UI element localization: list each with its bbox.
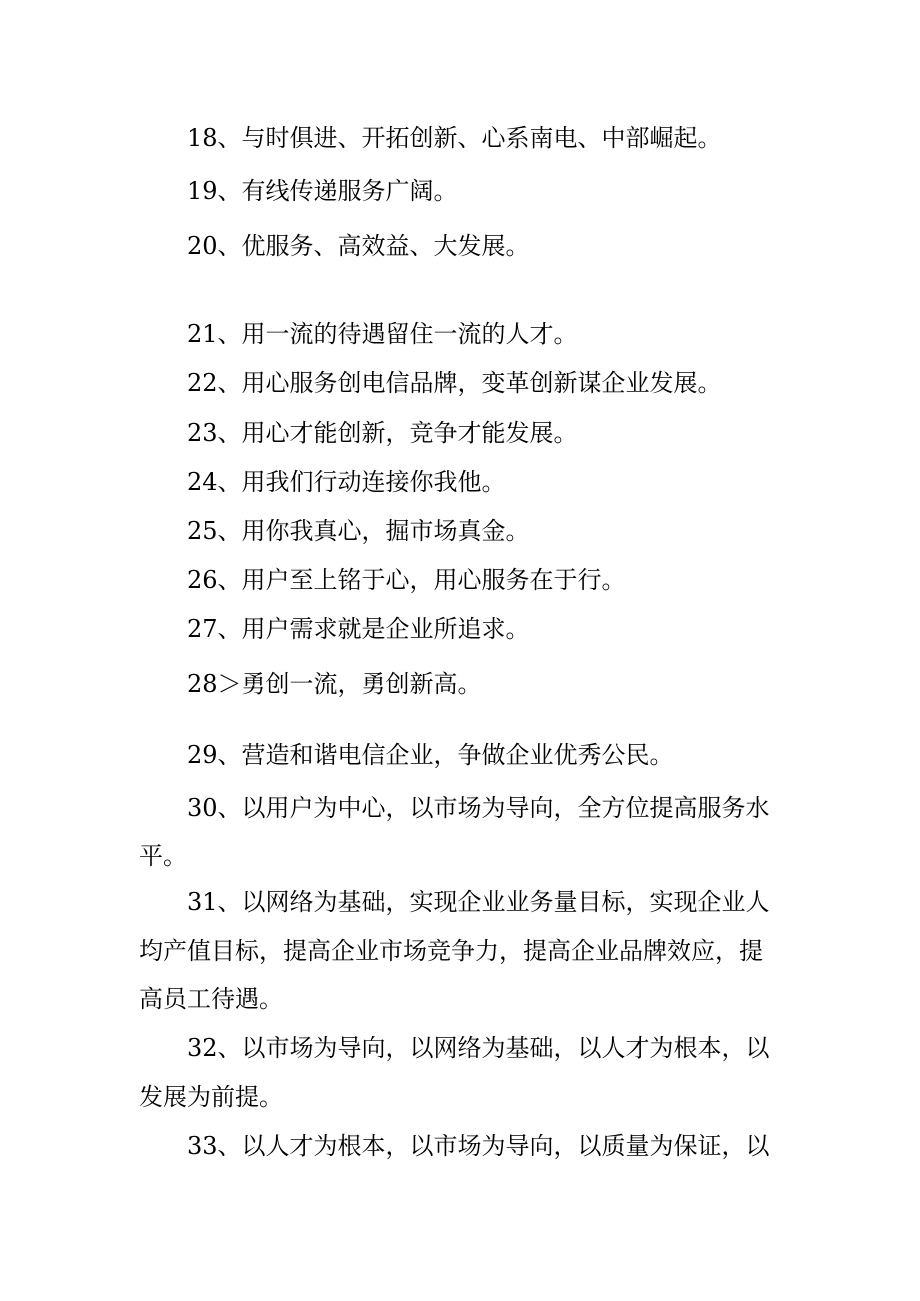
list-item: 29、营造和谐电信企业，争做企业优秀公民。 [187, 741, 674, 769]
paragraph-line: 31、以网络为基础，实现企业业务量目标，实现企业人 [187, 888, 770, 916]
list-item: 18、与时俱进、开拓创新、心系南电、中部崛起。 [187, 124, 722, 152]
paragraph-line: 高员工待遇。 [139, 985, 283, 1013]
list-item: 27、用户需求就是企业所追求。 [187, 615, 530, 643]
list-item: 28＞勇创一流，勇创新高。 [187, 670, 482, 698]
list-item: 22、用心服务创电信品牌，变革创新谋企业发展。 [187, 369, 722, 397]
list-item: 20、优服务、高效益、大发展。 [187, 232, 530, 260]
list-item: 25、用你我真心，掘市场真金。 [187, 517, 530, 545]
paragraph-line: 均产值目标，提高企业市场竞争力，提高企业品牌效应，提 [139, 937, 763, 965]
list-item: 19、有线传递服务广阔。 [187, 177, 458, 205]
paragraph-line: 平。 [139, 842, 187, 870]
list-item: 26、用户至上铭于心，用心服务在于行。 [187, 566, 626, 594]
paragraph-line: 30、以用户为中心，以市场为导向，全方位提高服务水 [187, 794, 770, 822]
list-item: 21、用一流的待遇留住一流的人才。 [187, 320, 578, 348]
paragraph-line: 33、以人才为根本，以市场为导向，以质量为保证，以 [187, 1132, 770, 1160]
list-item: 23、用心才能创新，竞争才能发展。 [187, 419, 578, 447]
paragraph-line: 发展为前提。 [139, 1083, 283, 1111]
list-item: 24、用我们行动连接你我他。 [187, 468, 506, 496]
paragraph-line: 32、以市场为导向，以网络为基础，以人才为根本，以 [187, 1034, 770, 1062]
